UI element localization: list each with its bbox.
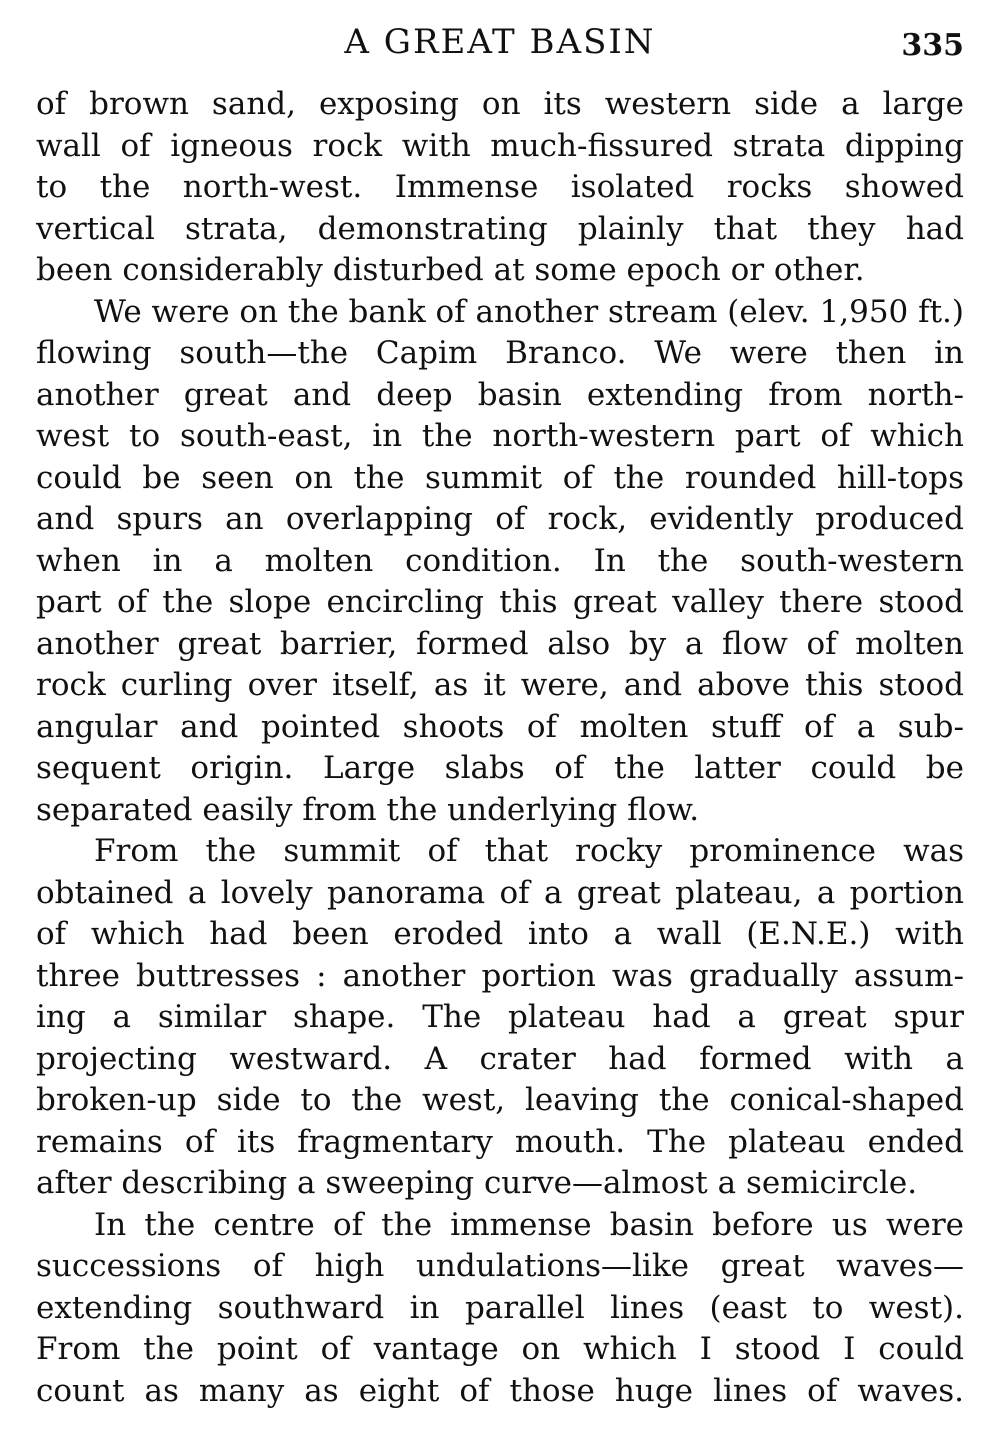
text-line: vertical strata, demonstrating plainly that they had	[36, 210, 964, 247]
text-line: count as many as eight of those huge lines of waves.	[36, 1372, 964, 1409]
text-line: when in a molten condition. In the south-western	[36, 542, 964, 579]
text-line: rock curling over itself, as it were, and above this stood	[36, 667, 964, 703]
text-line: part of the slope encircling this great valley there stood	[36, 584, 964, 620]
text-line: From the point of vantage on which I stood I could	[36, 1331, 964, 1367]
text-line: west to south-east, in the north-western part of which	[36, 418, 964, 454]
text-line: obtained a lovely panorama of a great plateau, a portion	[36, 874, 964, 911]
text-line: been considerably disturbed at some epoch or other.	[36, 252, 865, 288]
text-line: of which had been eroded into a wall (E.N.E.) with	[36, 916, 964, 952]
text-line: wall of igneous rock with much-fissured strata dipping	[36, 127, 964, 164]
text-line: flowing south—the Capim Branco. We were then in	[36, 335, 964, 371]
text-line: ing a similar shape. The plateau had a great spur	[36, 999, 964, 1035]
text-line: another great and deep basin extending from north-	[36, 376, 964, 413]
page-number: 335	[901, 28, 964, 63]
text-line: after describing a sweeping curve—almost a semicircle.	[36, 1165, 918, 1201]
body-text	[36, 84, 964, 1412]
text-line: separated easily from the underlying flow.	[36, 791, 700, 828]
text-line: sequent origin. Large slabs of the latter could be	[36, 750, 964, 786]
text-line: angular and pointed shoots of molten stuff of a sub-	[36, 708, 964, 745]
text-line: could be seen on the summit of the rounded hill-tops	[36, 459, 964, 496]
text-line: We were on the bank of another stream (elev. 1,950 ft.)	[94, 293, 964, 330]
text-line: of brown sand, exposing on its western side a large	[36, 86, 964, 122]
text-line: and spurs an overlapping of rock, evidently produced	[36, 501, 964, 537]
text-line: projecting westward. A crater had formed with a	[36, 1040, 964, 1077]
text-line: another great barrier, formed also by a flow of molten	[36, 625, 964, 662]
running-title: A GREAT BASIN	[344, 22, 656, 62]
text-line: successions of high undulations—like great waves—	[36, 1248, 964, 1284]
running-head	[0, 20, 1000, 64]
text-line: remains of its fragmentary mouth. The plateau ended	[36, 1123, 964, 1160]
text-line: extending southward in parallel lines (east to west).	[36, 1289, 964, 1326]
text-line: From the summit of that rocky prominence was	[94, 833, 964, 869]
text-line: In the centre of the immense basin before us were	[94, 1206, 964, 1243]
text-line: three buttresses : another portion was gradually assum-	[36, 957, 964, 994]
text-line: to the north-west. Immense isolated rocks showed	[36, 169, 964, 205]
text-line: broken-up side to the west, leaving the conical-shaped	[36, 1082, 964, 1118]
